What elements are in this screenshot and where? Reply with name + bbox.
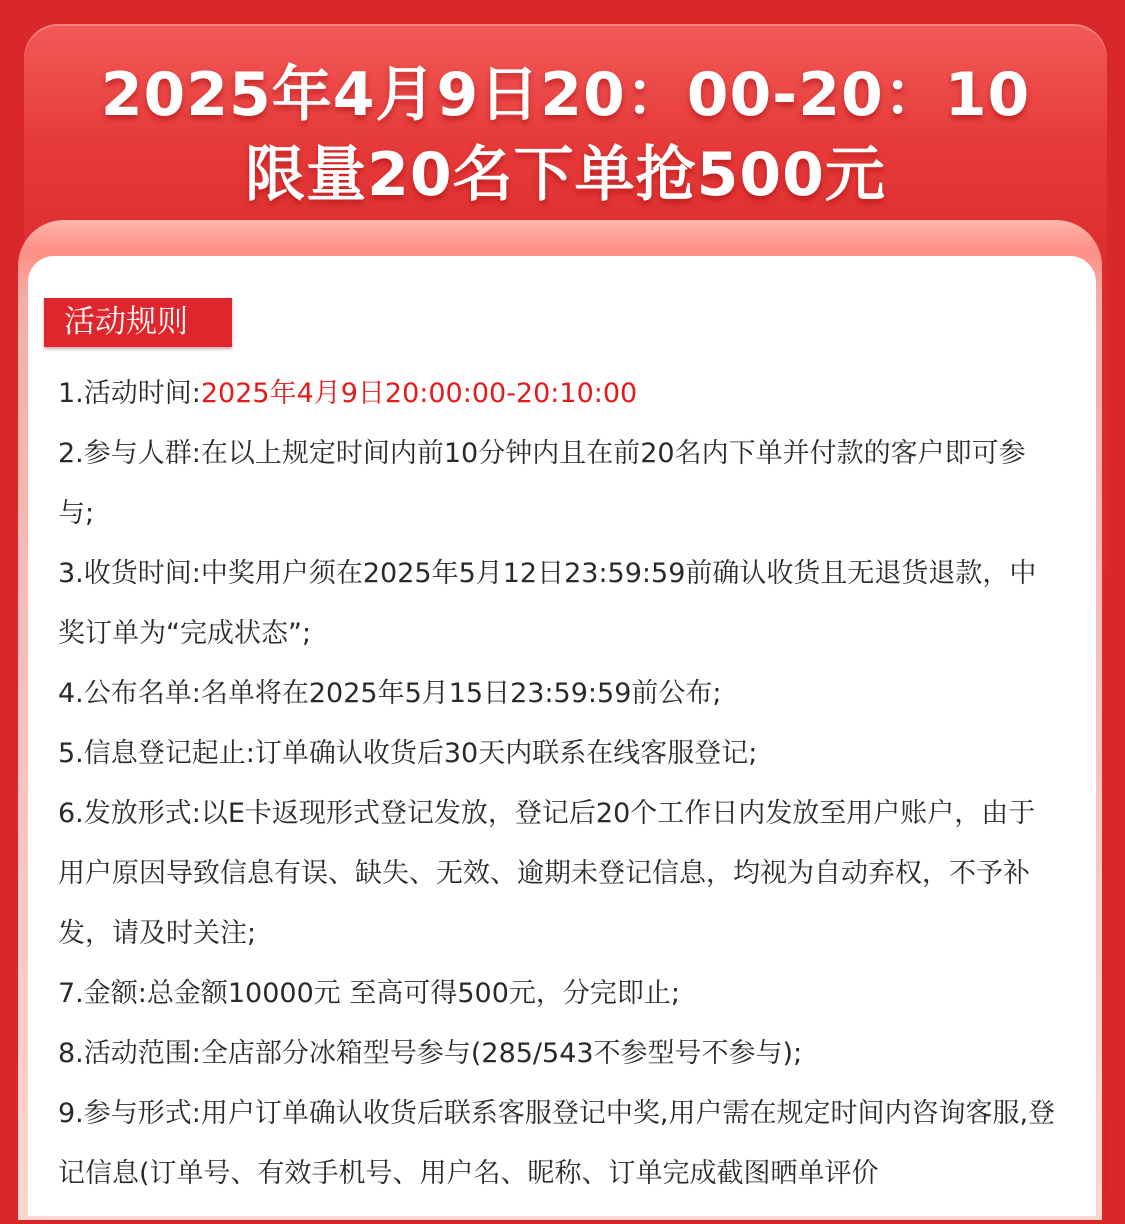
rules-title-tag: 活动规则 (44, 298, 232, 347)
rule-text: 全店部分冰箱型号参与(285/543不参型号不参与); (200, 1038, 803, 1069)
rule-item-4 (58, 664, 1058, 724)
rule-label: 1.活动时间: (58, 378, 201, 409)
rules-list (58, 364, 1058, 1204)
headline-offer: 限量20名下单抢500元 (245, 140, 886, 210)
rule-text: 以E卡返现形式登记发放，登记后20个工作日内发放至用户账户，由于用户原因导致信息有误、缺失、无效、逾期未登记信息，均视为自动弃权，不予补发，请及时关注; (58, 798, 1036, 949)
rule-item-8 (58, 1024, 1058, 1084)
rule-label: 5.信息登记起止: (58, 738, 255, 769)
rule-text: 用户订单确认收货后联系客服登记中奖,用户需在规定时间内咨询客服,登记信息(订单号、有效手机号、用户名、昵称、订单完成截图晒单评价 (58, 1098, 1056, 1189)
rule-item-3 (58, 544, 1058, 664)
rule-text: 订单确认收货后30天内联系在线客服登记; (254, 738, 758, 769)
rule-item-9 (58, 1084, 1058, 1204)
headline-time: 2025年4月9日20：00-20：10 (100, 60, 1031, 130)
rule-label: 6.发放形式: (58, 798, 201, 829)
rule-item-2 (58, 424, 1058, 544)
rule-item-5 (58, 724, 1058, 784)
rule-item-6 (58, 784, 1058, 964)
rule-label: 7.金额: (58, 978, 147, 1009)
rule-label: 3.收货时间: (58, 558, 201, 589)
rule-label: 8.活动范围: (58, 1038, 201, 1069)
rule-text: 在以上规定时间内前10分钟内且在前20名内下单并付款的客户即可参与; (58, 438, 1026, 529)
rule-text: 总金额10000元 至高可得500元，分完即止; (146, 978, 680, 1009)
rule-text: 名单将在2025年5月15日23:59:59前公布; (200, 678, 722, 709)
rule-highlight: 2025年4月9日20:00:00-20:10:00 (200, 378, 638, 409)
rule-item-1 (58, 364, 1058, 424)
rule-item-7 (58, 964, 1058, 1024)
rule-label: 4.公布名单: (58, 678, 201, 709)
rule-label: 9.参与形式: (58, 1098, 201, 1129)
rule-text: 中奖用户须在2025年5月12日23:59:59前确认收货且无退货退款，中奖订单为“完成状态”; (58, 558, 1037, 649)
rule-label: 2.参与人群: (58, 438, 201, 469)
